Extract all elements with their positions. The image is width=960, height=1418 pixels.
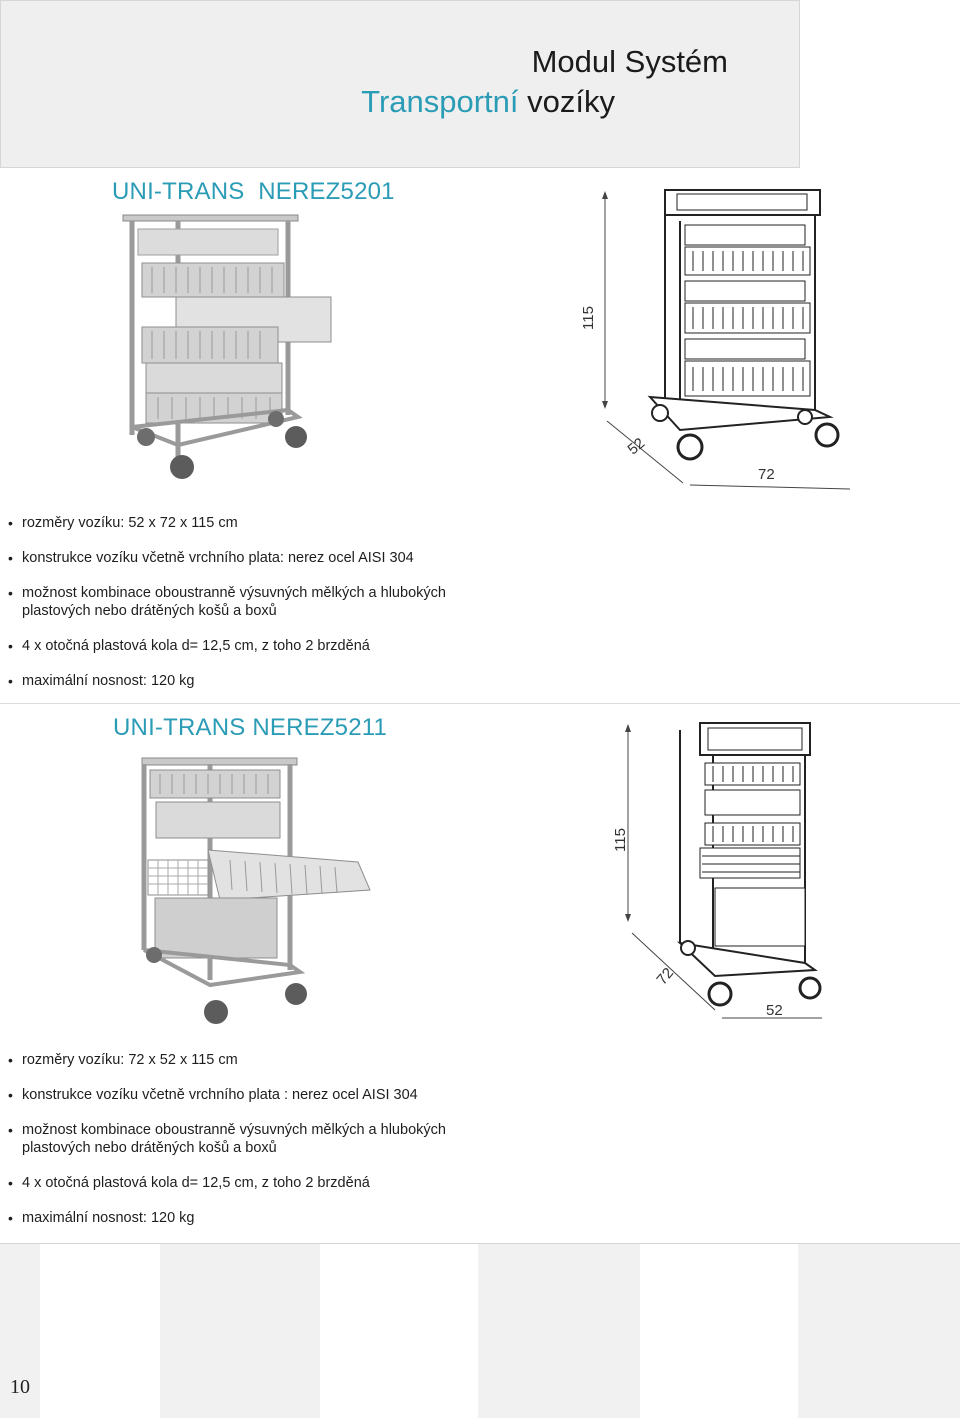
spec-item: • rozměry vozíku: 72 x 52 x 115 cm (8, 1051, 548, 1069)
subtitle-rest: vozíky (518, 84, 615, 119)
cart-photo-5211 (130, 750, 380, 1035)
footer-band (0, 1243, 960, 1418)
dim-height-5201: 115 (580, 306, 597, 330)
dim-depth-5201: 52 (624, 434, 649, 459)
cart-drawing-5211 (610, 718, 825, 1028)
spec-item: • 4 x otočná plastová kola d= 12,5 cm, z toho 2 brzděná (8, 637, 548, 655)
page-number: 10 (10, 1376, 30, 1398)
spec-item: • 4 x otočná plastová kola d= 12,5 cm, z toho 2 brzděná (8, 1174, 548, 1192)
spec-item: • konstrukce vozíku včetně vrchního plata : nerez ocel AISI 304 (8, 1086, 548, 1104)
cart-photo-5201 (118, 205, 333, 487)
dim-height-5211: 115 (612, 828, 629, 852)
dim-depth-5211: 72 (653, 964, 678, 989)
dim-width-5211: 52 (766, 1002, 783, 1019)
page-subtitle (361, 84, 615, 120)
product-title-5211: UNI-TRANS NEREZ5211 (113, 714, 388, 741)
spec-list-5201 (8, 514, 548, 707)
page-title: Modul Systém (531, 44, 728, 79)
spec-list-5211 (8, 1051, 548, 1244)
spec-item: • maximální nosnost: 120 kg (8, 1209, 548, 1227)
spec-item: • maximální nosnost: 120 kg (8, 672, 548, 690)
spec-item: • možnost kombinace oboustranně výsuvných mělkých a hlubokých plastových nebo drátěných košů a boxů (8, 584, 482, 620)
spec-item: • rozměry vozíku: 52 x 72 x 115 cm (8, 514, 548, 532)
subtitle-accent: Transportní (361, 84, 519, 119)
section-divider (0, 703, 960, 704)
footer-column (40, 1244, 160, 1418)
spec-item: • možnost kombinace oboustranně výsuvných mělkých a hlubokých plastových nebo drátěných košů a boxů (8, 1121, 482, 1157)
spec-item: • konstrukce vozíku včetně vrchního plata: nerez ocel AISI 304 (8, 549, 548, 567)
footer-column (640, 1244, 798, 1418)
header-margin (800, 0, 960, 168)
footer-column (320, 1244, 478, 1418)
dim-width-5201: 72 (758, 466, 775, 483)
product-title-5201: UNI-TRANS NEREZ5201 (112, 178, 395, 205)
cart-drawing-5201 (565, 185, 855, 490)
